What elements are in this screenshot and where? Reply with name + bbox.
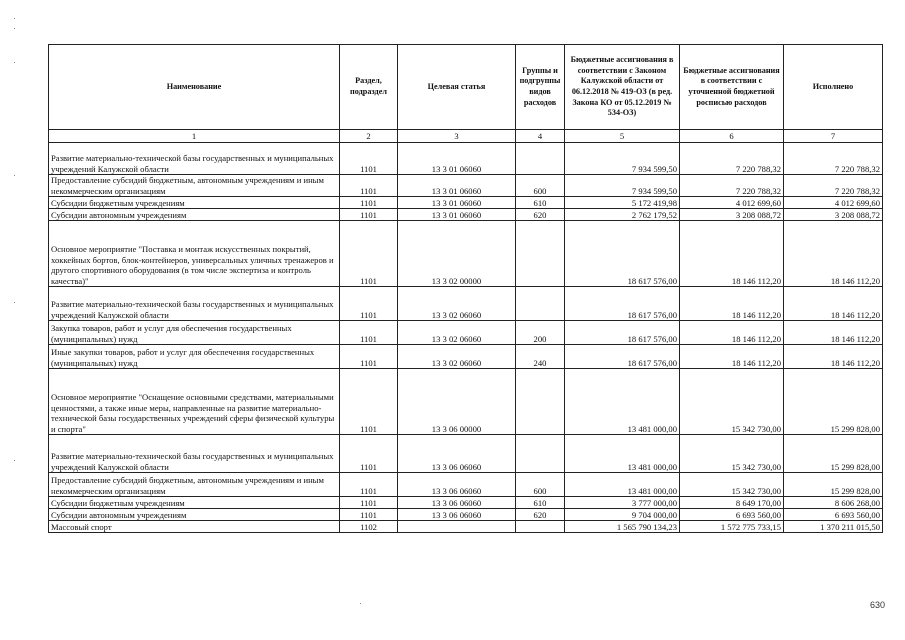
table-row [49, 497, 883, 509]
table-row [49, 369, 883, 435]
table-row [49, 175, 883, 197]
row-name: Закупка товаров, работ и услуг для обеспечения государственных (муниципальных) нужд [49, 321, 340, 345]
row-section: 1101 [340, 509, 398, 521]
row-article: 13 3 06 06060 [398, 497, 516, 509]
table-row [49, 345, 883, 369]
row-plan-amount: 18 146 112,20 [680, 287, 784, 321]
row-done-amount: 15 299 828,00 [784, 435, 883, 473]
row-name: Развитие материально-технической базы государственных и муниципальных учреждений Калужской области [49, 435, 340, 473]
row-done-amount: 8 606 268,00 [784, 497, 883, 509]
row-plan-amount: 8 649 170,00 [680, 497, 784, 509]
budget-table [48, 44, 883, 533]
row-law-amount: 3 777 000,00 [565, 497, 680, 509]
row-name: Основное мероприятие "Поставка и монтаж искусственных покрытий, хоккейных бортов, блок-контейнеров, универсальных уличных тренажеров и другого спортивного оборудования (в том числе экспертиза и контроль качества)" [49, 221, 340, 287]
row-plan-amount: 15 342 730,00 [680, 473, 784, 497]
column-number-row [49, 130, 883, 143]
row-done-amount: 4 012 699,60 [784, 197, 883, 209]
table-row [49, 287, 883, 321]
row-group: 610 [516, 197, 565, 209]
row-article: 13 3 02 06060 [398, 321, 516, 345]
row-article: 13 3 02 06060 [398, 287, 516, 321]
row-plan-amount: 15 342 730,00 [680, 435, 784, 473]
row-group: 200 [516, 321, 565, 345]
row-law-amount: 5 172 419,98 [565, 197, 680, 209]
row-section: 1102 [340, 521, 398, 533]
row-section: 1101 [340, 175, 398, 197]
row-plan-amount: 1 572 775 733,15 [680, 521, 784, 533]
row-group [516, 435, 565, 473]
row-article: 13 3 06 00000 [398, 369, 516, 435]
row-article: 13 3 06 06060 [398, 473, 516, 497]
row-section: 1101 [340, 497, 398, 509]
row-group: 610 [516, 497, 565, 509]
row-article: 13 3 06 06060 [398, 509, 516, 521]
row-law-amount: 18 617 576,00 [565, 345, 680, 369]
col-header-name: Наименование [49, 45, 340, 130]
row-done-amount: 3 208 088,72 [784, 209, 883, 221]
row-done-amount: 7 220 788,32 [784, 143, 883, 175]
table-row [49, 473, 883, 497]
table-row [49, 321, 883, 345]
row-law-amount: 9 704 000,00 [565, 509, 680, 521]
row-done-amount: 18 146 112,20 [784, 345, 883, 369]
row-plan-amount: 18 146 112,20 [680, 221, 784, 287]
row-law-amount: 7 934 599,50 [565, 175, 680, 197]
table-row [49, 435, 883, 473]
col-number: 1 [49, 130, 340, 143]
row-section: 1101 [340, 345, 398, 369]
row-done-amount: 7 220 788,32 [784, 175, 883, 197]
row-section: 1101 [340, 287, 398, 321]
row-section: 1101 [340, 143, 398, 175]
row-group [516, 287, 565, 321]
row-done-amount: 18 146 112,20 [784, 287, 883, 321]
row-group [516, 221, 565, 287]
row-done-amount: 1 370 211 015,50 [784, 521, 883, 533]
col-header-done: Исполнено [784, 45, 883, 130]
row-article [398, 521, 516, 533]
row-section: 1101 [340, 321, 398, 345]
row-group [516, 521, 565, 533]
col-number: 7 [784, 130, 883, 143]
row-plan-amount: 3 208 088,72 [680, 209, 784, 221]
row-section: 1101 [340, 209, 398, 221]
row-name: Развитие материально-технической базы государственных и муниципальных учреждений Калужской области [49, 287, 340, 321]
row-article: 13 3 06 06060 [398, 435, 516, 473]
row-group: 620 [516, 209, 565, 221]
row-article: 13 3 01 06060 [398, 197, 516, 209]
row-name: Субсидии бюджетным учреждениям [49, 497, 340, 509]
row-article: 13 3 01 06060 [398, 209, 516, 221]
row-name: Развитие материально-технической базы государственных и муниципальных учреждений Калужской области [49, 143, 340, 175]
row-group: 600 [516, 175, 565, 197]
col-number: 2 [340, 130, 398, 143]
col-number: 3 [398, 130, 516, 143]
row-law-amount: 2 762 179,52 [565, 209, 680, 221]
row-name: Массовый спорт [49, 521, 340, 533]
row-done-amount: 18 146 112,20 [784, 221, 883, 287]
row-section: 1101 [340, 473, 398, 497]
col-header-law: Бюджетные ассигнования в соответствии с Законом Калужской области от 06.12.2018 № 419-ОЗ (в ред. Закона КО от 05.12.2019 № 534-ОЗ) [565, 45, 680, 130]
col-header-group: Группы и подгруппы видов расходов [516, 45, 565, 130]
row-name: Предоставление субсидий бюджетным, автономным учреждениям и иным некоммерческим организациям [49, 175, 340, 197]
table-row [49, 197, 883, 209]
row-section: 1101 [340, 369, 398, 435]
row-law-amount: 1 565 790 134,23 [565, 521, 680, 533]
row-section: 1101 [340, 221, 398, 287]
row-name: Субсидии автономным учреждениям [49, 209, 340, 221]
col-header-plan: Бюджетные ассигнования в соответствии с уточненной бюджетной росписью расходов [680, 45, 784, 130]
col-number: 5 [565, 130, 680, 143]
row-plan-amount: 15 342 730,00 [680, 369, 784, 435]
table-row [49, 509, 883, 521]
row-done-amount: 18 146 112,20 [784, 321, 883, 345]
row-law-amount: 7 934 599,50 [565, 143, 680, 175]
table-row [49, 521, 883, 533]
col-number: 4 [516, 130, 565, 143]
row-law-amount: 13 481 000,00 [565, 473, 680, 497]
row-law-amount: 18 617 576,00 [565, 221, 680, 287]
row-plan-amount: 6 693 560,00 [680, 509, 784, 521]
row-section: 1101 [340, 197, 398, 209]
col-header-section: Раздел, подраздел [340, 45, 398, 130]
row-plan-amount: 18 146 112,20 [680, 321, 784, 345]
row-article: 13 3 02 06060 [398, 345, 516, 369]
col-header-article: Целевая статья [398, 45, 516, 130]
row-plan-amount: 18 146 112,20 [680, 345, 784, 369]
page-number: 630 [869, 600, 885, 610]
row-group: 600 [516, 473, 565, 497]
row-law-amount: 13 481 000,00 [565, 369, 680, 435]
row-plan-amount: 7 220 788,32 [680, 175, 784, 197]
row-done-amount: 15 299 828,00 [784, 369, 883, 435]
row-group [516, 143, 565, 175]
row-group: 240 [516, 345, 565, 369]
row-section: 1101 [340, 435, 398, 473]
row-done-amount: 6 693 560,00 [784, 509, 883, 521]
row-group [516, 369, 565, 435]
row-name: Субсидии автономным учреждениям [49, 509, 340, 521]
table-row [49, 221, 883, 287]
row-plan-amount: 7 220 788,32 [680, 143, 784, 175]
row-group: 620 [516, 509, 565, 521]
row-article: 13 3 02 00000 [398, 221, 516, 287]
row-name: Субсидии бюджетным учреждениям [49, 197, 340, 209]
row-law-amount: 18 617 576,00 [565, 287, 680, 321]
row-name: Иные закупки товаров, работ и услуг для обеспечения государственных (муниципальных) нужд [49, 345, 340, 369]
col-number: 6 [680, 130, 784, 143]
row-law-amount: 18 617 576,00 [565, 321, 680, 345]
row-name: Основное мероприятие "Оснащение основными средствами, материальными ценностями, а также иные меры, направленные на развитие материально-технической базы государственных учреждений сферы физической культуры и спорта" [49, 369, 340, 435]
header-row [49, 45, 883, 130]
row-article: 13 3 01 06060 [398, 143, 516, 175]
row-plan-amount: 4 012 699,60 [680, 197, 784, 209]
table-row [49, 209, 883, 221]
row-name: Предоставление субсидий бюджетным, автономным учреждениям и иным некоммерческим организациям [49, 473, 340, 497]
table-row [49, 143, 883, 175]
row-law-amount: 13 481 000,00 [565, 435, 680, 473]
row-article: 13 3 01 06060 [398, 175, 516, 197]
row-done-amount: 15 299 828,00 [784, 473, 883, 497]
